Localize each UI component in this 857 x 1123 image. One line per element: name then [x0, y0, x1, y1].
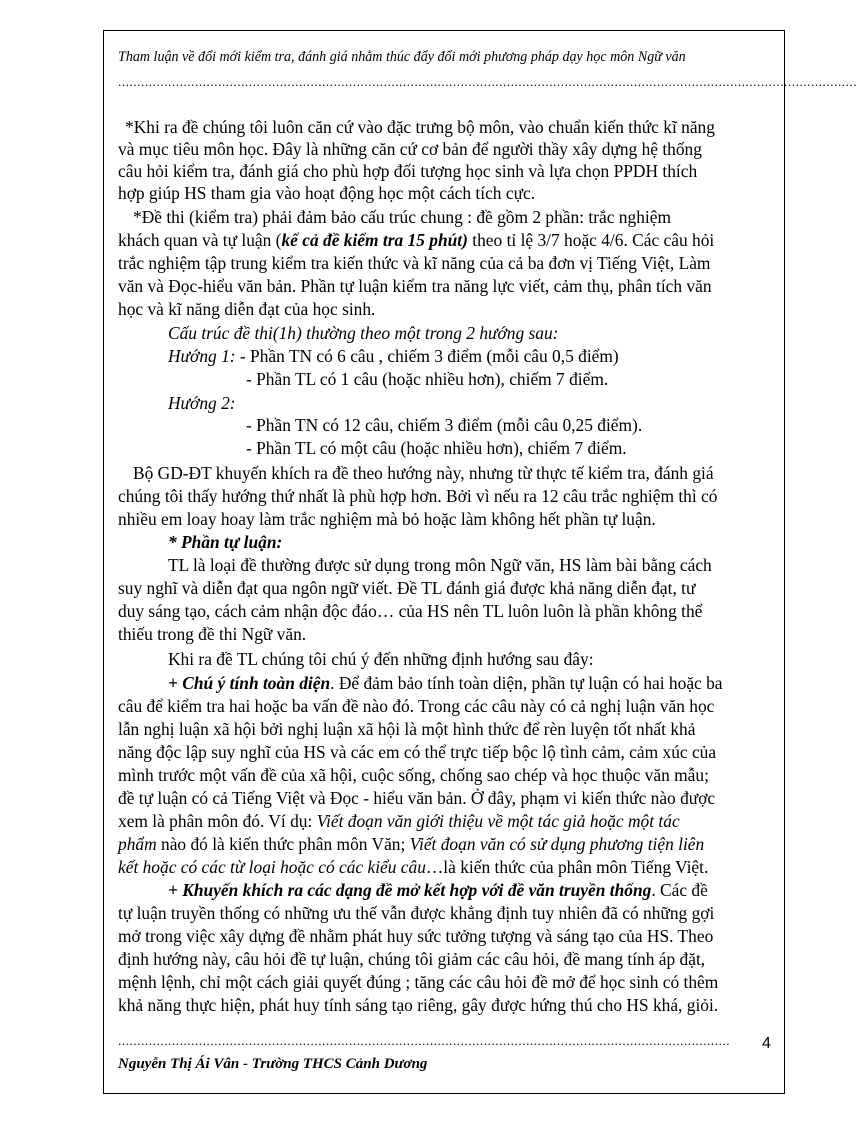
- body-line: đề tự luận có cả Tiếng Việt và Đọc - hiểu văn bản. Ở đây, phạm vi kiến thức nào được: [118, 788, 716, 808]
- body-line: - Phần TN có 12 câu, chiếm 3 điểm (mỗi câu 0,25 điểm).: [246, 415, 643, 435]
- body-line: câu hỏi kiểm tra, đánh giá cho phù hợp đối tượng học sinh và lựa chọn PPDH thích: [118, 161, 698, 181]
- body-line: lẫn nghị luận xã hội bởi nghị luận xã hội là một hình thức để rèn luyện tốt nhất khả: [118, 719, 696, 739]
- body-line: văn và Đọc-hiểu văn bản. Phần tự luận kiểm tra năng lực viết, cảm thụ, phân tích văn: [118, 276, 712, 296]
- footer-author: Nguyễn Thị Ái Vân - Trường THCS Cảnh Dương: [118, 1056, 428, 1072]
- body-text: …là kiến thức của phân môn Tiếng Việt.: [425, 857, 709, 877]
- body-text: . Các đề: [651, 880, 708, 900]
- body-text: xem là phân môn đó. Ví dụ:: [118, 811, 317, 831]
- body-line: Bộ GD-ĐT khuyến khích ra đề theo hướng này, nhưng từ thực tế kiểm tra, đánh giá: [133, 463, 714, 483]
- body-line: - Phần TL có 1 câu (hoặc nhiều hơn), chiếm 7 điểm.: [246, 369, 609, 389]
- page-header-title: Tham luận về đổi mới kiểm tra, đánh giá nhằm thúc đẩy đổi mới phương pháp dạy học môn Ngữ văn: [118, 49, 686, 65]
- bullet-1-line: [168, 672, 723, 694]
- body-line: [118, 810, 680, 832]
- body-text: nào đó là kiến thức phân môn Văn;: [161, 834, 410, 854]
- direction-1-label: Hướng 1:: [168, 346, 236, 366]
- body-text: . Để đảm bảo tính toàn diện, phần tự luận có hai hoặc ba: [330, 673, 723, 693]
- example-text: phẩm: [118, 834, 161, 854]
- body-line: Khi ra đề TL chúng tôi chú ý đến những định hướng sau đây:: [168, 649, 594, 669]
- body-text: - Phần TN có 6 câu , chiếm 3 điểm (mỗi câu 0,5 điểm): [235, 346, 619, 366]
- body-line: nhiều em loay hoay làm trắc nghiệm mà bỏ hoặc làm không hết phần tự luận.: [118, 509, 656, 529]
- bullet-2-line: [168, 879, 708, 901]
- example-text: Viết đoạn văn giới thiệu về một tác giả hoặc một tác: [316, 811, 680, 831]
- body-text: khách quan và tự luận (: [118, 230, 282, 250]
- body-line: tự luận truyền thống có những ưu thế vẫn được khẳng định tuy nhiên đã có những gợi: [118, 903, 715, 923]
- body-line: câu để kiểm tra hai hoặc ba vấn đề nào đó. Trong các câu này có cả nghị luận văn học: [118, 696, 715, 716]
- structure-title: Cấu trúc đề thi(1h) thường theo một trong 2 hướng sau:: [168, 323, 559, 343]
- body-line: khả năng thực hiện, phát huy tính sáng tạo riêng, gây được hứng thú cho HS khá, giỏi.: [118, 995, 719, 1015]
- emphasis-text: kể cả đề kiểm tra 15 phút): [281, 230, 468, 250]
- page-number: 4: [762, 1035, 771, 1052]
- direction-1-line: [168, 345, 619, 367]
- body-text: theo tỉ lệ 3/7 hoặc 4/6. Các câu hỏi: [467, 230, 715, 250]
- footer-dotted-rule: ...............................................................................................................................................................: [118, 1033, 731, 1048]
- body-line: - Phần TL có một câu (hoặc nhiều hơn), chiếm 7 điểm.: [246, 438, 627, 458]
- body-line: *Đề thi (kiểm tra) phải đảm bảo cấu trúc chung : đề gồm 2 phần: trắc nghiệm: [133, 207, 671, 227]
- body-line: suy nghĩ và diễn đạt qua ngôn ngữ viết. Đề TL đánh giá được khả năng diễn đạt, tư: [118, 578, 696, 598]
- bullet-2-heading: + Khuyến khích ra các dạng đề mở kết hợp với đề văn truyền thống: [168, 880, 652, 900]
- body-line: mở trong việc xây dựng đề nhằm phát huy sức tưởng tượng và sáng tạo của HS. Theo: [118, 926, 714, 946]
- body-line: học và kĩ năng diễn đạt của học sinh.: [118, 299, 376, 319]
- example-text: kết hoặc có các từ loại hoặc có các kiểu câu: [118, 857, 426, 877]
- header-dotted-rule: ................................................................................................................................................................................................: [118, 74, 857, 89]
- body-line: duy sáng tạo, cách cảm nhận độc đáo… của HS nên TL luôn luôn là phần không thể: [118, 601, 703, 621]
- body-line: [118, 856, 708, 878]
- direction-2-label: Hướng 2:: [168, 393, 236, 413]
- body-line: TL là loại đề thường được sử dụng trong môn Ngữ văn, HS làm bài bằng cách: [168, 555, 712, 575]
- body-line: mệnh lệnh, chỉ một cách giải quyết đúng ; tăng các câu hỏi đề mở để học sinh có thêm: [118, 972, 719, 992]
- bullet-1-heading: + Chú ý tính toàn diện: [168, 673, 331, 693]
- body-line: mình trước một vấn đề của xã hội, cuộc sống, chống sao chép và học thuộc văn mẫu;: [118, 765, 709, 785]
- body-line: chúng tôi thấy hướng thứ nhất là phù hợp hơn. Bởi vì nếu ra 12 câu trắc nghiệm thì có: [118, 486, 718, 506]
- body-line: năng độc lập suy nghĩ của HS và các em có thể trực tiếp bộc lộ tình cảm, cảm xúc của: [118, 742, 717, 762]
- body-line: *Khi ra đề chúng tôi luôn căn cứ vào đặc trưng bộ môn, vào chuẩn kiến thức kĩ năng: [125, 117, 715, 137]
- body-line: trắc nghiệm tập trung kiểm tra kiến thức và kĩ năng của cả ba đơn vị Tiếng Việt, Làm: [118, 253, 711, 273]
- body-line: và mục tiêu môn học. Đây là những căn cứ cơ bản để người thầy xây dựng hệ thống: [118, 139, 702, 159]
- example-text: Viết đoạn văn có sử dụng phương tiện liên: [409, 834, 705, 854]
- body-line: [118, 229, 714, 251]
- section-heading: * Phần tự luận:: [168, 532, 283, 552]
- body-line: hợp giúp HS tham gia vào hoạt động học một cách tích cực.: [118, 183, 536, 203]
- body-line: định hướng này, câu hỏi đề tự luận, chúng tôi giảm các câu hỏi, đề mang tính áp đặt,: [118, 949, 706, 969]
- body-line: [118, 833, 704, 855]
- body-line: thiếu trong đề thi Ngữ văn.: [118, 624, 307, 644]
